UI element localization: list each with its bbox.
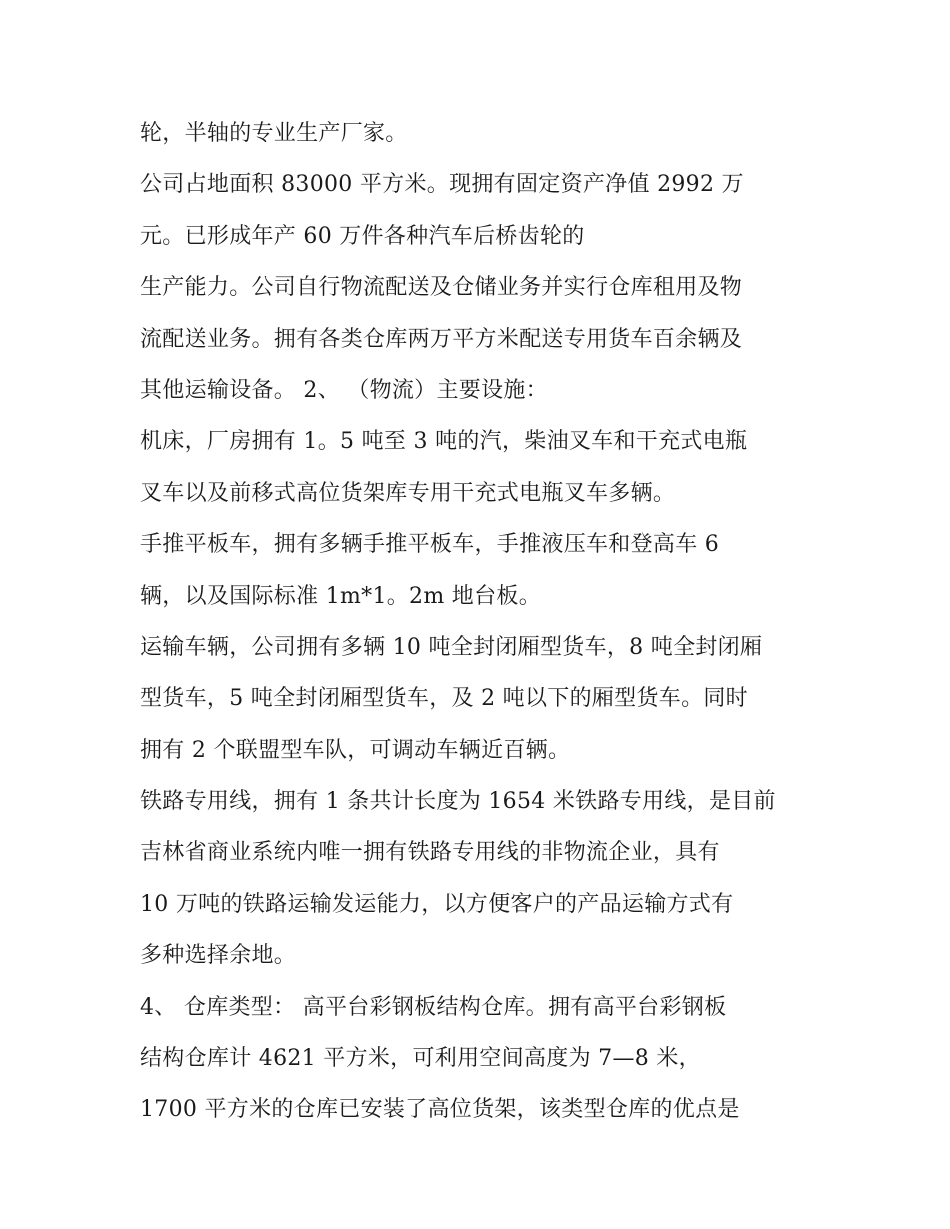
text-line: 1700 平方米的仓库已安装了高位货架，该类型仓库的优点是 (140, 1097, 740, 1123)
text-line: 型货车，5 吨全封闭厢型货车，及 2 吨以下的厢型货车。同时 (140, 686, 748, 712)
text-line: 生产能力。公司自行物流配送及仓储业务并实行仓库租用及物 (140, 275, 743, 301)
text-line: 10 万吨的铁路运输发运能力，以方便客户的产品运输方式有 (140, 891, 734, 917)
document-body (140, 108, 830, 1136)
text-line: 4、 仓库类型： 高平台彩钢板结构仓库。拥有高平台彩钢板 (140, 994, 727, 1020)
text-line: 拥有 2 个联盟型车队，可调动车辆近百辆。 (140, 737, 571, 763)
text-line: 公司占地面积 83000 平方米。现拥有固定资产净值 2992 万 (140, 172, 744, 198)
text-line: 手推平板车，拥有多辆手推平板车，手推液压车和登高车 6 (140, 532, 720, 558)
text-line: 辆，以及国际标准 1m*1。2m 地台板。 (140, 583, 542, 609)
text-line: 其他运输设备。 2、 （物流）主要设施： (140, 377, 548, 403)
text-line: 元。已形成年产 60 万件各种汽车后桥齿轮的 (140, 223, 585, 249)
text-line: 多种选择余地。 (140, 943, 297, 969)
text-line: 轮，半轴的专业生产厂家。 (140, 121, 408, 146)
text-line: 运输车辆，公司拥有多辆 10 吨全封闭厢型货车，8 吨全封闭厢 (140, 634, 763, 660)
text-line: 铁路专用线，拥有 1 条共计长度为 1654 米铁路专用线，是目前 (140, 789, 776, 815)
text-line: 结构仓库计 4621 平方米，可利用空间高度为 7—8 米， (140, 1046, 701, 1072)
text-line: 吉林省商业系统内唯一拥有铁路专用线的非物流企业，具有 (140, 840, 720, 866)
text-line: 机床，厂房拥有 1。5 吨至 3 吨的汽，柴油叉车和干充式电瓶 (140, 429, 748, 455)
text-line: 叉车以及前移式高位货架库专用干充式电瓶叉车多辆。 (140, 480, 676, 506)
text-line: 流配送业务。拥有各类仓库两万平方米配送专用货车百余辆及 (140, 326, 743, 352)
